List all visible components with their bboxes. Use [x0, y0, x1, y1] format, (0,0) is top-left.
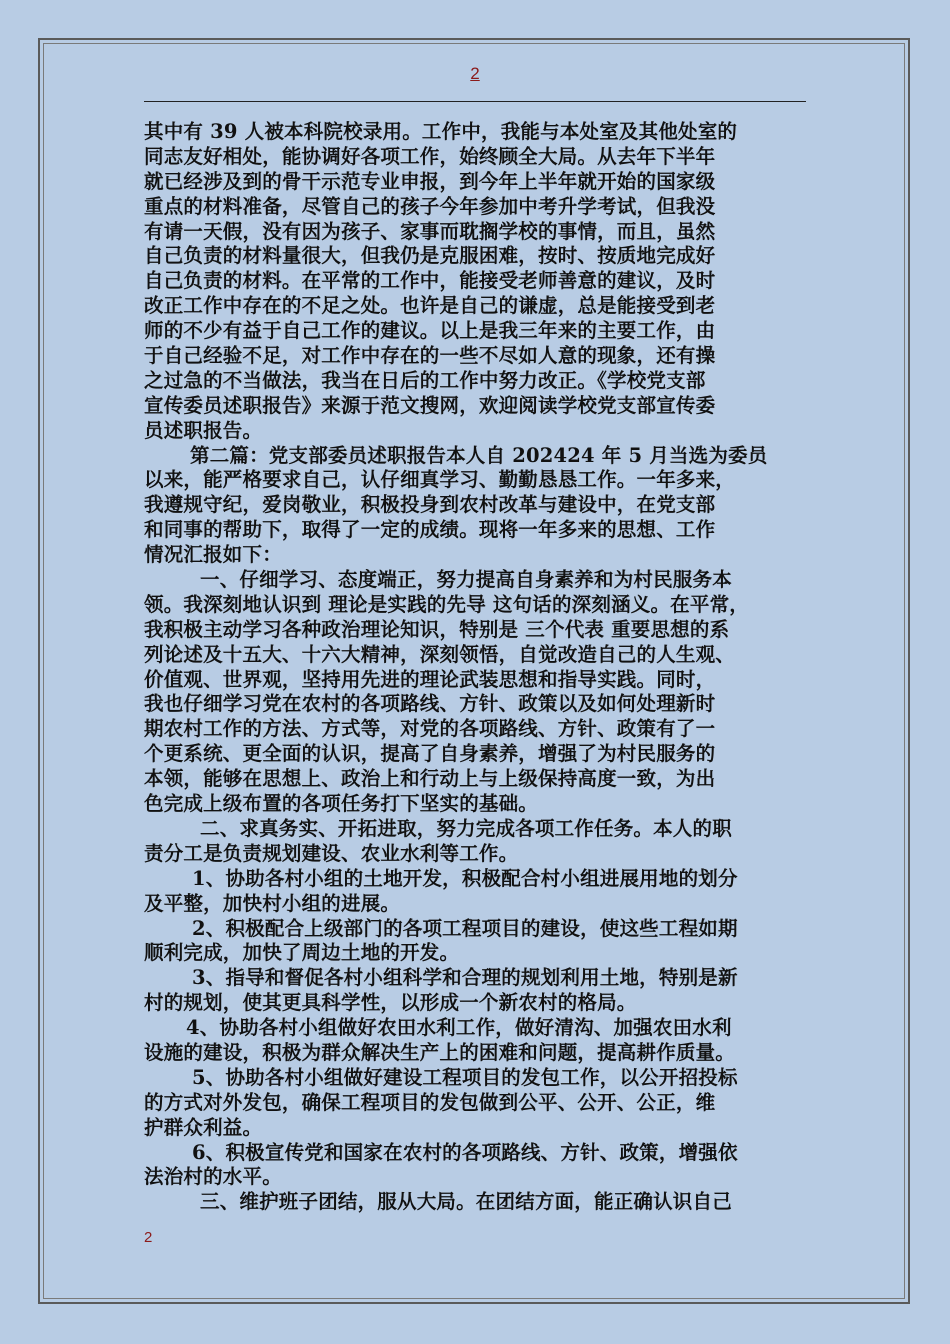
text-line: 领。我深刻地认识到 理论是实践的先导 这句话的深刻涵义。在平常， — [144, 592, 749, 616]
footer-page-number: 2 — [144, 1229, 153, 1246]
text-line: 1、协助各村小组的土地开发，积极配合村小组进展用地的划分 — [192, 866, 738, 890]
text-line: 村的规划，使其更具科学性，以形成一个新农村的格局。 — [144, 991, 637, 1015]
text-line: 顺利完成，加快了周边土地的开发。 — [144, 941, 460, 965]
text-line: 一、仔细学习、态度端正，努力提高自身素养和为村民服务本 — [200, 568, 732, 592]
text-line: 5、协助各村小组做好建设工程项目的发包工作，以公开招投标 — [192, 1065, 738, 1089]
header-page-number: 2 — [470, 64, 480, 83]
text-line: 价值观、世界观，坚持用先进的理论武装思想和指导实践。同时， — [144, 667, 716, 691]
text-line: 色完成上级布置的各项任务打下坚实的基础。 — [144, 792, 539, 816]
document-body — [144, 120, 810, 1215]
text-line: 责分工是负责规划建设、农业水利等工作。 — [144, 841, 519, 865]
text-line: 我积极主动学习各种政治理论知识，特别是 三个代表 重要思想的系 — [144, 617, 730, 641]
text-line: 4、协助各村小组做好农田水利工作，做好清沟、加强农田水利 — [186, 1016, 732, 1040]
text-line: 宣传委员述职报告》来源于范文搜网，欢迎阅读学校党支部宣传委 — [144, 393, 716, 417]
header-rule — [144, 101, 806, 102]
text-line: 设施的建设，积极为群众解决生产上的困难和问题，提高耕作质量。 — [144, 1040, 736, 1064]
text-line: 第二篇：党支部委员述职报告本人自 202424 年 5 月当选为委员 — [190, 443, 768, 467]
text-line: 的方式对外发包，确保工程项目的发包做到公平、公开、公正，维 — [144, 1090, 716, 1114]
text-line: 6、积极宣传党和国家在农村的各项路线、方针、政策，增强依 — [192, 1140, 738, 1164]
text-line: 有请一天假，没有因为孩子、家事而耽搁学校的事情，而且，虽然 — [144, 219, 716, 243]
text-line: 之过急的不当做法，我当在日后的工作中努力改正。《学校党支部 — [144, 368, 706, 392]
text-line: 情况汇报如下： — [144, 543, 282, 567]
text-line: 期农村工作的方法、方式等，对党的各项路线、方针、政策有了一 — [144, 717, 716, 741]
text-line: 三、维护班子团结，服从大局。在团结方面，能正确认识自己 — [200, 1190, 732, 1214]
text-line: 列论述及十五大、十六大精神，深刻领悟，自觉改造自己的人生观、 — [144, 642, 736, 666]
text-line: 重点的材料准备，尽管自己的孩子今年参加中考升学考试，但我没 — [144, 194, 716, 218]
text-line: 于自己经验不足，对工作中存在的一些不尽如人意的现象，还有操 — [144, 344, 716, 368]
text-line: 及平整，加快村小组的进展。 — [144, 891, 401, 915]
text-line: 法治村的水平。 — [144, 1165, 282, 1189]
text-line: 改正工作中存在的不足之处。也许是自己的谦虚，总是能接受到老 — [144, 294, 716, 318]
text-line: 其中有 39 人被本科院校录用。工作中，我能与本处室及其他处室的 — [144, 120, 738, 143]
text-line: 护群众利益。 — [144, 1115, 263, 1139]
text-line: 自己负责的材料。在平常的工作中，能接受老师善意的建议，及时 — [144, 269, 716, 293]
text-line: 二、求真务实、开拓进取，努力完成各项工作任务。本人的职 — [200, 816, 732, 840]
text-line: 个更系统、更全面的认识，提高了自身素养，增强了为村民服务的 — [144, 742, 716, 766]
text-line: 2、积极配合上级部门的各项工程项目的建设，使这些工程如期 — [192, 916, 738, 940]
text-line: 我遵规守纪，爱岗敬业，积极投身到农村改革与建设中，在党支部 — [144, 493, 716, 517]
text-line: 自己负责的材料量很大，但我仍是克服困难，按时、按质地完成好 — [144, 244, 716, 268]
text-line: 师的不少有益于自己工作的建议。以上是我三年来的主要工作，由 — [144, 319, 716, 343]
text-line: 我也仔细学习党在农村的各项路线、方针、政策以及如何处理新时 — [144, 692, 716, 716]
text-line: 3、指导和督促各村小组科学和合理的规划利用土地，特别是新 — [192, 966, 738, 990]
text-line: 就已经涉及到的骨干示范专业申报，到今年上半年就开始的国家级 — [144, 169, 716, 193]
text-line: 和同事的帮助下，取得了一定的成绩。现将一年多来的思想、工作 — [144, 518, 716, 542]
text-line: 本领，能够在思想上、政治上和行动上与上级保持高度一致，为出 — [144, 767, 716, 791]
text-line: 同志友好相处，能协调好各项工作，始终顾全大局。从去年下半年 — [144, 144, 716, 168]
text-line: 员述职报告。 — [144, 418, 263, 442]
text-line: 以来，能严格要求自己，认仔细真学习、勤勤恳恳工作。一年多来， — [144, 468, 736, 492]
